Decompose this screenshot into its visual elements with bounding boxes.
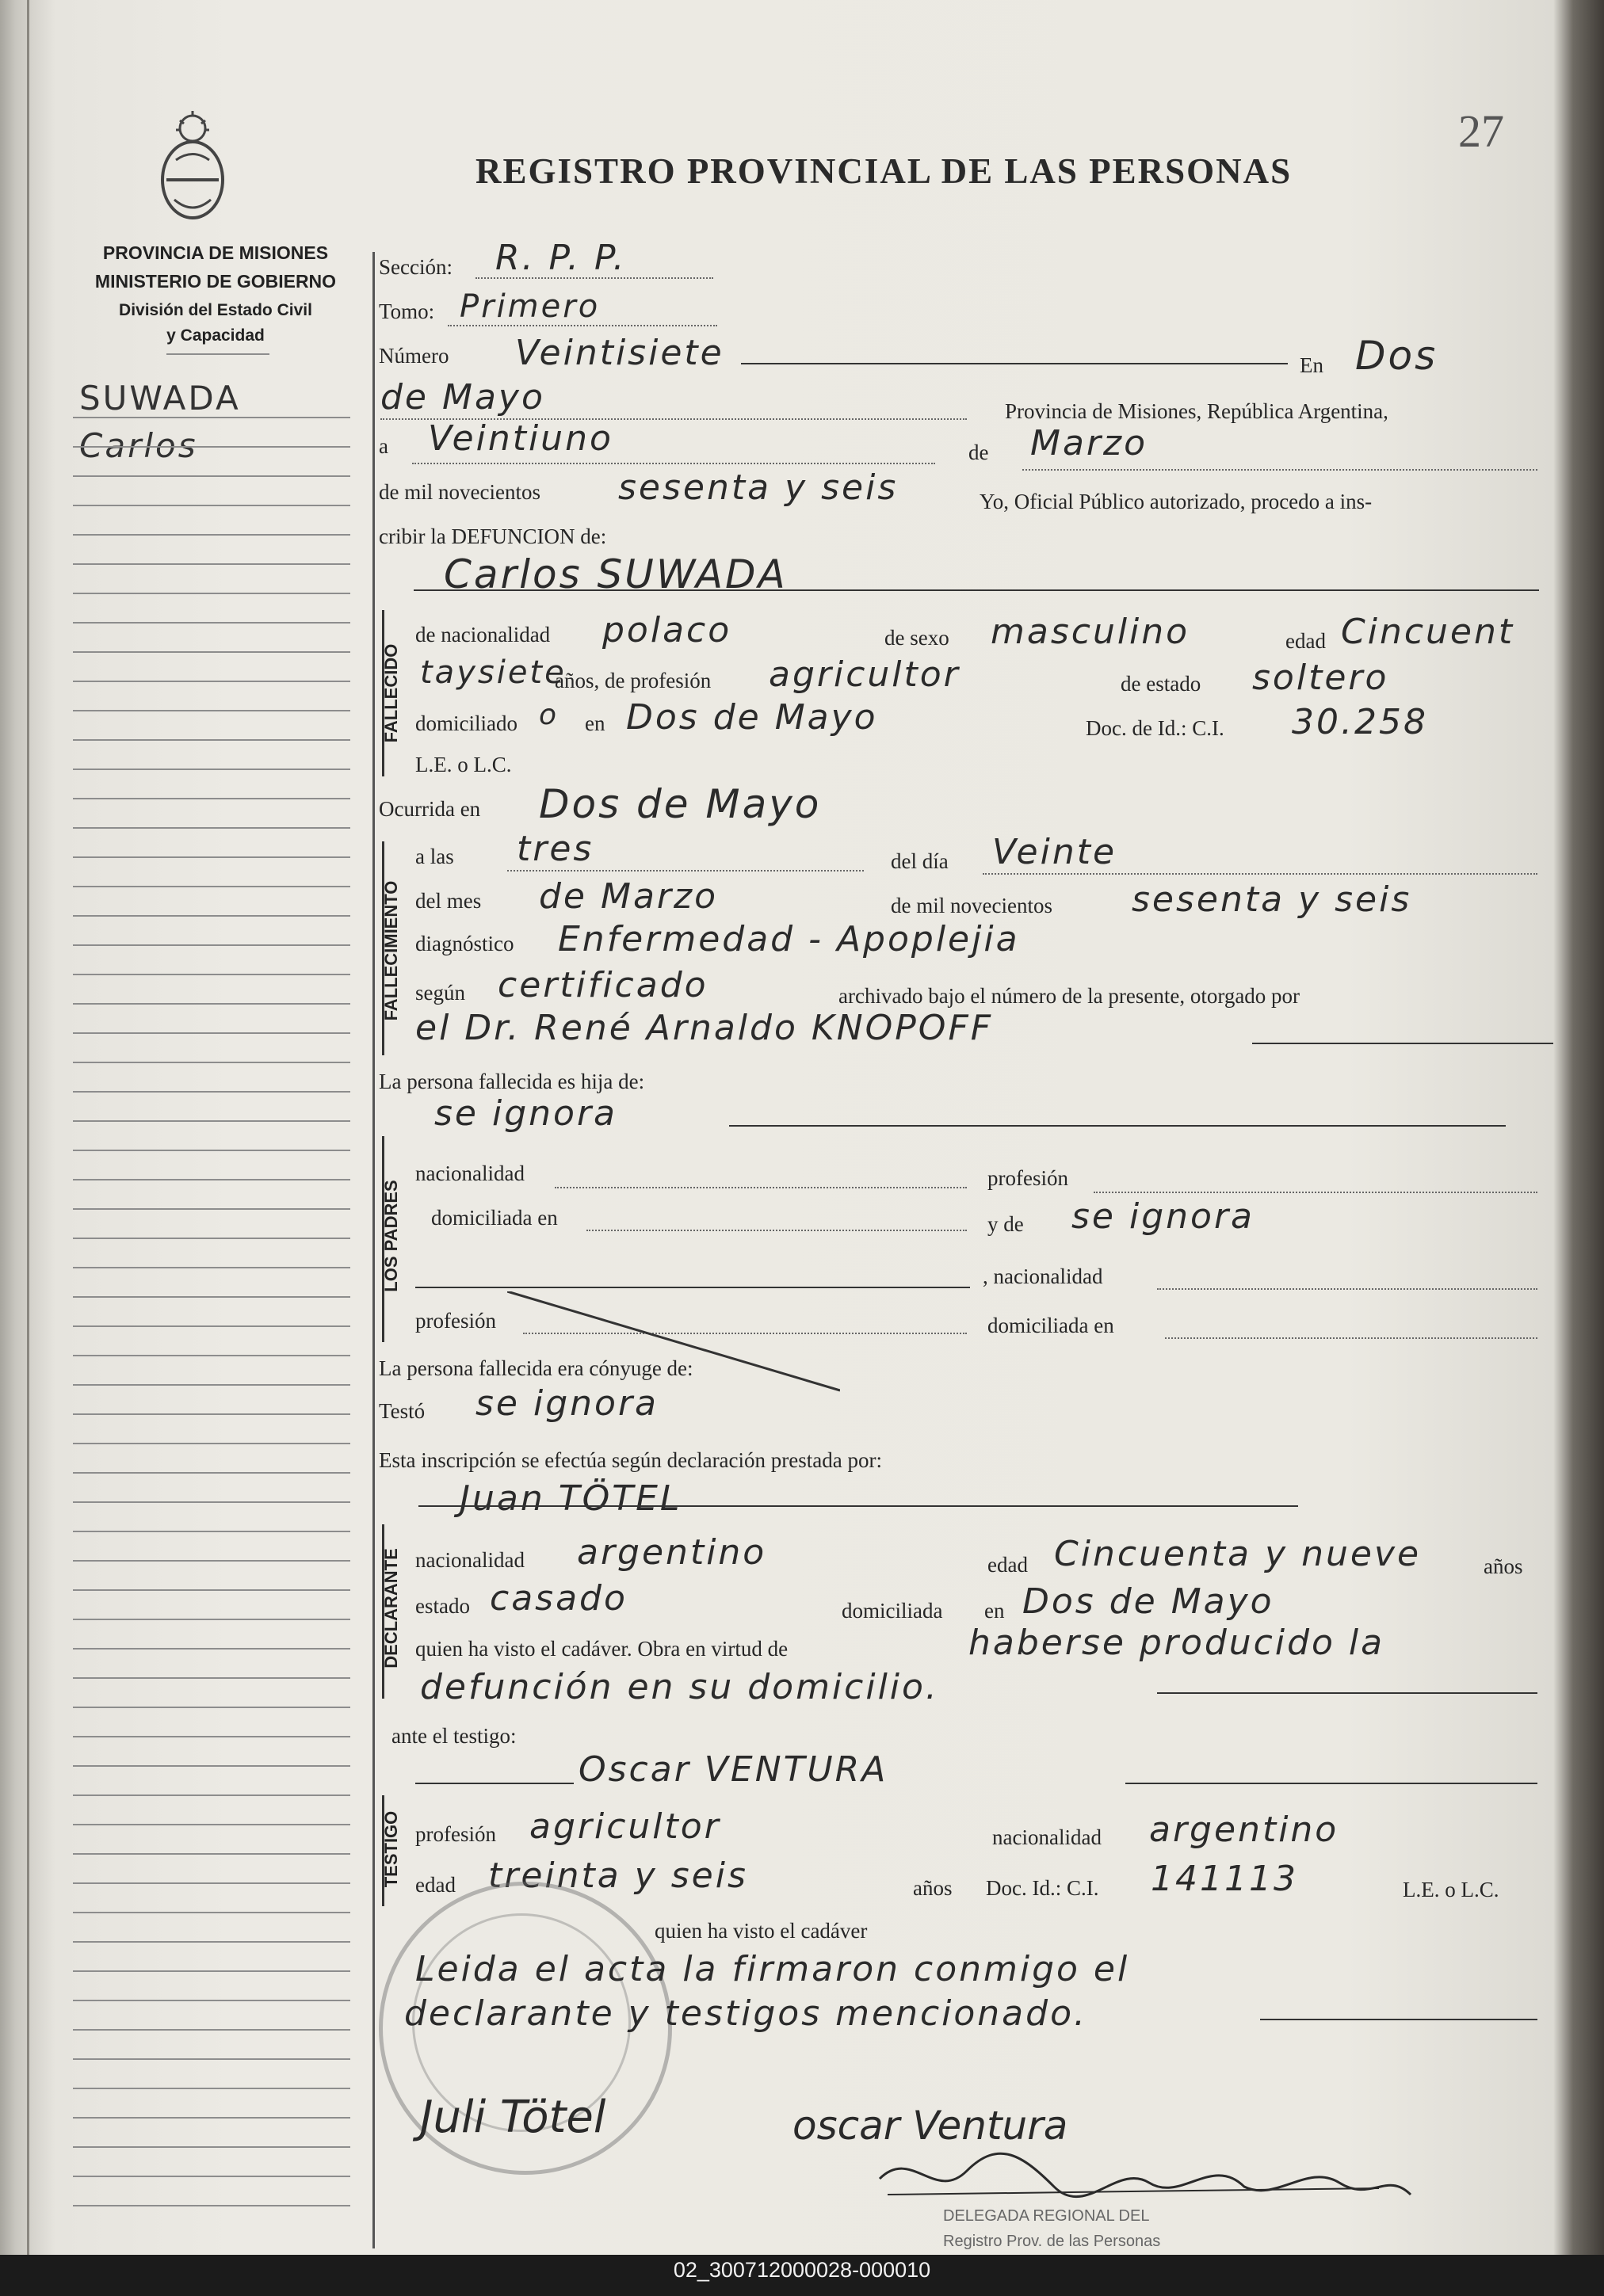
- dot-line: [1094, 1192, 1537, 1193]
- margin-ruled-line: [73, 1032, 350, 1034]
- place-value: de Mayo: [380, 377, 545, 418]
- dia-value: Veinte: [992, 832, 1117, 872]
- signature-testigo: oscar Ventura: [792, 2103, 1068, 2149]
- declarante-domicilio-value: Dos de Mayo: [1022, 1581, 1274, 1622]
- alas-label: a las: [415, 845, 454, 868]
- margin-ruled-line: [73, 1062, 350, 1063]
- margin-ruled-line: [73, 1531, 350, 1532]
- fill-line: [1125, 1783, 1537, 1784]
- edad-value: Cincuent: [1341, 612, 1515, 652]
- edad-label: edad: [1285, 629, 1326, 653]
- margin-ruled-line: [73, 1912, 350, 1913]
- dia-label: del día: [891, 849, 949, 873]
- margin-ruled-line: [73, 1970, 350, 1972]
- hora-value: tres: [517, 829, 594, 869]
- margin-ruled-line: [73, 2117, 350, 2119]
- margin-ruled-line: [73, 974, 350, 975]
- padres-tab: LOS PADRES: [381, 1180, 401, 1292]
- fallecido-tab: FALLECIDO: [381, 643, 401, 743]
- fill-line: [415, 1287, 970, 1288]
- margin-ruled-line: [73, 739, 350, 741]
- mes-value: de Marzo: [539, 876, 719, 917]
- declarante-tab: DECLARANTE: [381, 1548, 401, 1669]
- margin-ruled-line: [73, 1150, 350, 1151]
- en-value: Dos: [1355, 333, 1438, 379]
- margin-ruled-line: [73, 1443, 350, 1444]
- margin-ruled-line: [73, 1707, 350, 1708]
- fill-line: [1252, 1043, 1553, 1044]
- testigo-le-label: L.E. o L.C.: [1403, 1878, 1499, 1901]
- estado-value: soltero: [1252, 658, 1389, 698]
- margin-ruled-line: [73, 2029, 350, 2031]
- padres-profesion-label: profesión: [987, 1166, 1068, 1190]
- tomo-label: Tomo:: [379, 299, 435, 323]
- margin-ruled-line: [73, 1589, 350, 1591]
- archivado-text: archivado bajo el número de la presente, otorgado por: [838, 984, 1300, 1008]
- dot-line: [448, 325, 717, 326]
- day-value: Veintiuno: [428, 418, 613, 459]
- anio-value: sesenta y seis: [1132, 879, 1412, 920]
- margin-ruled-line: [73, 2146, 350, 2148]
- fallecido-anos-label: años, de profesión: [555, 669, 712, 692]
- testigo-nacionalidad-label: nacionalidad: [992, 1825, 1102, 1849]
- testo-label: Testó: [379, 1399, 426, 1423]
- margin-ruled-line: [73, 1941, 350, 1943]
- testigo-profesion-value: agricultor: [529, 1806, 721, 1847]
- segun-label: según: [415, 981, 465, 1005]
- testigo-name: Oscar VENTURA: [579, 1749, 888, 1790]
- declarante-visto-text: quien ha visto el cadáver. Obra en virtud de: [415, 1637, 789, 1661]
- stamp-registro: Registro Prov. de las Personas: [943, 2233, 1161, 2250]
- margin-ruled-line: [73, 505, 350, 506]
- yde-label: y de: [987, 1212, 1024, 1236]
- fallecido-nacionalidad-label: de nacionalidad: [415, 623, 551, 646]
- margin-ruled-line: [73, 534, 350, 536]
- le-label: L.E. o L.C.: [415, 753, 512, 776]
- margin-ruled-line: [73, 1267, 350, 1268]
- sexo-value: masculino: [991, 612, 1190, 652]
- declarante-domiciliada-label: domiciliada: [842, 1599, 943, 1623]
- header-rule: [166, 353, 269, 355]
- doc-value: 30.258: [1292, 702, 1428, 742]
- testigo-nacionalidad-value: argentino: [1149, 1810, 1339, 1850]
- declarante-estado-value: casado: [490, 1578, 628, 1619]
- margin-ruled-line: [73, 622, 350, 624]
- domiciliado-suffix: o: [539, 699, 559, 731]
- margin-ruled-line: [73, 1853, 350, 1855]
- testigo-anos-label: años: [913, 1876, 953, 1900]
- testigo-profesion-label: profesión: [415, 1822, 496, 1846]
- margin-ruled-line: [73, 827, 350, 829]
- coat-of-arms-seal: [158, 105, 227, 223]
- testigo-doc-label: Doc. Id.: C.I.: [986, 1876, 1099, 1900]
- fill-line: [418, 1505, 1298, 1507]
- ocurrida-value: Dos de Mayo: [539, 781, 822, 827]
- de-label: de: [968, 441, 989, 464]
- margin-ruled-line: [73, 651, 350, 653]
- margin-ruled-line: [73, 417, 350, 418]
- fallecimiento-mil-label: de mil novecientos: [891, 894, 1052, 917]
- testigo-tab: TESTIGO: [381, 1810, 401, 1888]
- org-capacity: y Capacidad: [166, 326, 265, 345]
- margin-surname: SUWADA: [79, 379, 241, 418]
- margin-ruled-line: [73, 1677, 350, 1679]
- margin-ruled-line: [73, 563, 350, 565]
- testigo-visto-text: quien ha visto el cadáver: [655, 1919, 868, 1943]
- margin-ruled-line: [73, 1765, 350, 1767]
- domicilio-en-label: en: [585, 711, 605, 735]
- margin-ruled-line: [73, 1560, 350, 1562]
- tomo-value: Primero: [460, 288, 601, 325]
- margin-ruled-line: [73, 1501, 350, 1503]
- document-title: REGISTRO PROVINCIAL DE LAS PERSONAS: [475, 151, 1293, 191]
- declarante-en-label: en: [984, 1599, 1005, 1623]
- padre-value: se ignora: [434, 1093, 617, 1134]
- margin-ruled-line: [73, 1208, 350, 1210]
- margin-ruled-line: [73, 1179, 350, 1180]
- margin-ruled-line: [73, 856, 350, 858]
- margin-ruled-line: [73, 1325, 350, 1327]
- testigo-doc-value: 141113: [1151, 1859, 1298, 1899]
- dot-line: [983, 873, 1537, 875]
- declarante-virtud-value2: defunción en su domicilio.: [420, 1667, 939, 1707]
- en-label: En: [1300, 353, 1323, 377]
- oficial-text: Yo, Oficial Público autorizado, procedo a ins-: [980, 490, 1373, 513]
- padres-nacionalidad-label: nacionalidad: [415, 1161, 525, 1185]
- numero-value: Veintisiete: [515, 333, 724, 373]
- domicilio-value: Dos de Mayo: [626, 697, 878, 738]
- margin-ruled-line: [73, 2205, 350, 2206]
- declarante-nacionalidad-value: argentino: [577, 1532, 767, 1573]
- dot-line: [1157, 1288, 1537, 1290]
- margin-ruled-line: [73, 1619, 350, 1620]
- padres-nacionalidad2-label: , nacionalidad: [983, 1264, 1103, 1288]
- margin-ruled-line: [73, 944, 350, 946]
- margin-given-name: Carlos: [79, 426, 198, 465]
- testigo-edad-value: treinta y seis: [488, 1855, 748, 1896]
- margin-ruled-line: [73, 1091, 350, 1093]
- stamp-delegada: DELEGADA REGIONAL DEL: [943, 2207, 1150, 2225]
- testo-value: se ignora: [475, 1383, 659, 1424]
- margin-ruled-line: [73, 1882, 350, 1884]
- signature-official: [864, 2139, 1419, 2210]
- dot-line: [586, 1230, 967, 1231]
- diagnostico-value: Enfermedad - Apoplejia: [558, 919, 1020, 959]
- segun-value: certificado: [498, 965, 708, 1005]
- ocurrida-label: Ocurrida en: [379, 797, 481, 821]
- margin-ruled-line: [73, 2058, 350, 2060]
- edad-value-continued: taysiete: [420, 654, 567, 691]
- declaracion-text: Esta inscripción se efectúa según declaración prestada por:: [379, 1448, 882, 1472]
- dot-line: [412, 463, 935, 464]
- margin-ruled-line: [73, 1003, 350, 1005]
- padres-domiciliada2-label: domiciliada en: [987, 1314, 1114, 1337]
- fill-line: [414, 589, 1539, 591]
- fallecido-profesion-value: agricultor: [769, 654, 960, 695]
- doc-label: Doc. de Id.: C.I.: [1086, 716, 1224, 740]
- declarante-estado-label: estado: [415, 1594, 470, 1618]
- margin-ruled-line: [73, 710, 350, 711]
- margin-ruled-line: [73, 2176, 350, 2177]
- margin-ruled-line: [73, 593, 350, 594]
- domiciliado-label: domiciliado: [415, 711, 517, 735]
- dot-line: [507, 870, 864, 871]
- org-division: División del Estado Civil: [119, 301, 312, 319]
- margin-ruled-line: [73, 2088, 350, 2089]
- column-divider: [372, 252, 375, 2248]
- fallecido-name: Carlos SUWADA: [444, 551, 788, 597]
- padres-domiciliada-label: domiciliada en: [431, 1206, 558, 1230]
- margin-ruled-line: [73, 475, 350, 477]
- conyuge-label: La persona fallecida era cónyuge de:: [379, 1356, 693, 1380]
- medico-value: el Dr. René Arnaldo KNOPOFF: [415, 1008, 994, 1048]
- binding-margin-line: [27, 0, 29, 2255]
- declarante-edad-label: edad: [987, 1553, 1028, 1577]
- margin-ruled-line: [73, 1794, 350, 1796]
- declarante-virtud-value: haberse producido la: [968, 1623, 1385, 1663]
- margin-ruled-line: [73, 681, 350, 682]
- closing-line2: declarante y testigos mencionado.: [404, 1993, 1087, 2034]
- margin-ruled-line: [73, 1120, 350, 1122]
- org-province: PROVINCIA DE MISIONES: [102, 242, 329, 263]
- provincia-text: Provincia de Misiones, República Argentina,: [1005, 399, 1388, 423]
- margin-ruled-line: [73, 1355, 350, 1356]
- margin-ruled-line: [73, 1296, 350, 1298]
- numero-label: Número: [379, 344, 449, 368]
- padres-profesion2-label: profesión: [415, 1309, 496, 1333]
- month-value: Marzo: [1030, 423, 1148, 463]
- dot-line: [555, 1187, 967, 1188]
- padres-intro: La persona fallecida es hija de:: [379, 1070, 645, 1093]
- page-number: 27: [1458, 105, 1504, 157]
- margin-ruled-line: [73, 1238, 350, 1239]
- declarante-anos-label: años: [1484, 1554, 1523, 1578]
- declarante-nacionalidad-label: nacionalidad: [415, 1548, 525, 1572]
- year-value: sesenta y seis: [618, 467, 899, 508]
- diagnostico-label: diagnóstico: [415, 932, 514, 955]
- seccion-value: R. P. P.: [495, 238, 627, 278]
- dot-line: [475, 277, 713, 279]
- margin-ruled-line: [73, 1384, 350, 1386]
- margin-ruled-line: [73, 1824, 350, 1825]
- margin-ruled-line: [73, 886, 350, 887]
- dot-line: [1165, 1337, 1537, 1339]
- margin-ruled-line: [73, 798, 350, 799]
- cribir-text: cribir la DEFUNCION de:: [379, 524, 607, 548]
- signature-declarante: Juli Tötel: [420, 2092, 606, 2143]
- testigo-ante-label: ante el testigo:: [391, 1724, 517, 1748]
- image-filename-footer: 02_300712000028-000010: [673, 2258, 931, 2282]
- margin-ruled-line: [73, 769, 350, 770]
- mes-label: del mes: [415, 889, 482, 913]
- margin-ruled-line: [73, 915, 350, 917]
- org-ministry: MINISTERIO DE GOBIERNO: [94, 271, 337, 292]
- fill-line: [741, 363, 1288, 364]
- margin-ruled-line: [73, 446, 350, 448]
- fill-line: [1157, 1692, 1537, 1694]
- mil-label: de mil novecientos: [379, 480, 540, 504]
- fill-line: [729, 1125, 1506, 1127]
- margin-ruled-line: [73, 1472, 350, 1474]
- a-label: a: [379, 434, 388, 458]
- margin-ruled-line: [73, 1736, 350, 1737]
- fill-line: [415, 1783, 574, 1784]
- seccion-label: Sección:: [379, 255, 453, 279]
- fill-line: [1260, 2019, 1537, 2020]
- fallecido-nacionalidad-value: polaco: [602, 610, 732, 650]
- fallecimiento-tab: FALLECIMIENTO: [381, 880, 401, 1021]
- closing-line1: Leida el acta la firmaron conmigo el: [415, 1949, 1130, 1989]
- margin-ruled-line: [73, 2000, 350, 2001]
- margin-ruled-line: [73, 1413, 350, 1415]
- dot-line: [1022, 469, 1537, 471]
- margin-ruled-line: [73, 1648, 350, 1650]
- madre-value: se ignora: [1071, 1196, 1255, 1237]
- estado-label: de estado: [1121, 672, 1201, 696]
- sexo-label: de sexo: [884, 626, 949, 650]
- declarante-name: Juan TÖTEL: [460, 1478, 682, 1519]
- testigo-edad-label: edad: [415, 1873, 456, 1897]
- declarante-edad-value: Cincuenta y nueve: [1054, 1534, 1422, 1574]
